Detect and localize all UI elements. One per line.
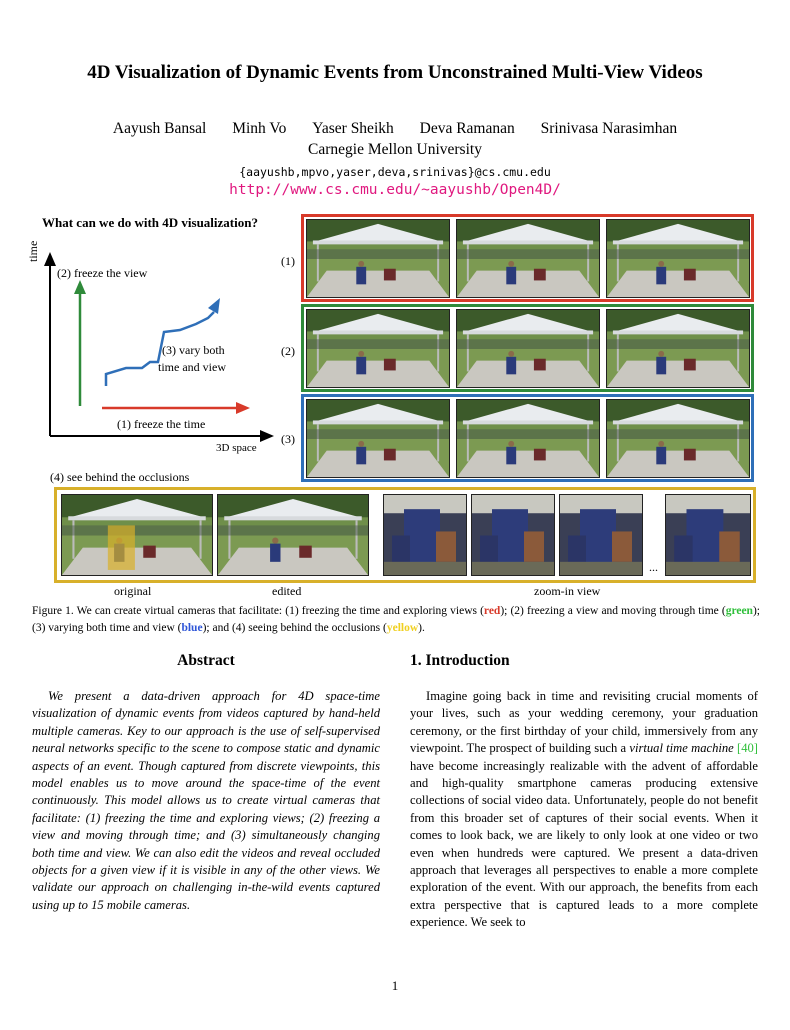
ellipsis: ... bbox=[649, 560, 658, 574]
caption-yellow: yellow bbox=[386, 622, 419, 634]
edited-label: edited bbox=[272, 584, 302, 598]
original-label: original bbox=[114, 584, 152, 598]
abstract-body: We present a data-driven approach for 4D space-time visualization of dynamic events from videos captured by hand-held multiple cameras. Key to our approach is the use of self-supervised neural networks specific to the scene to compose static and dynamic aspects of an event. Though captured from discrete viewpoints, this model enables us to move around the space-time of the event continuously. This model allows us to create virtual cameras that facilitate: (1) freezing the time and exploring views; (2) freezing a view and moving through time; and (3) simultaneously changing both time and view. We can also edit the videos and reveal occluded objects for a given view if it is visible in any of the other views. We validate our approach on challenging in-the-wild events captured using up to 15 mobile cameras. bbox=[32, 689, 380, 912]
author-list bbox=[0, 120, 790, 138]
author: Yaser Sheikh bbox=[312, 120, 394, 137]
freeze-time-row bbox=[301, 214, 754, 302]
zoom-frame bbox=[559, 494, 643, 576]
original-frame bbox=[61, 494, 213, 576]
caption-blue: blue bbox=[181, 622, 203, 634]
author: Aayush Bansal bbox=[112, 120, 207, 137]
teaser-question: What can we do with 4D visualization? bbox=[42, 215, 258, 230]
freeze-time-arrowhead bbox=[236, 402, 250, 414]
virtual-time-machine: virtual time machine bbox=[629, 741, 734, 756]
author: Srinivasa Narasimhan bbox=[540, 120, 678, 137]
video-frame bbox=[606, 309, 750, 388]
freeze-view-row bbox=[301, 304, 754, 392]
zoom-frame bbox=[471, 494, 555, 576]
video-frame bbox=[606, 219, 750, 298]
author: Deva Ramanan bbox=[419, 120, 515, 137]
video-frame bbox=[306, 399, 450, 478]
time-axis-arrowhead bbox=[44, 252, 56, 266]
video-frame bbox=[456, 219, 600, 298]
video-frame bbox=[306, 309, 450, 388]
paper-title: 4D Visualization of Dynamic Events from Unconstrained Multi-View Videos bbox=[87, 62, 703, 83]
time-axis-label: time bbox=[26, 240, 40, 262]
vary-both-arrowhead bbox=[208, 298, 220, 314]
video-frame bbox=[306, 219, 450, 298]
freeze-view-label: (2) freeze the view bbox=[57, 266, 148, 280]
caption-red: red bbox=[483, 605, 501, 617]
page-number: 1 bbox=[391, 978, 399, 993]
abstract-heading: Abstract bbox=[177, 652, 235, 669]
zoom-frame bbox=[383, 494, 467, 576]
vary-both-label-line1: (3) vary both bbox=[162, 343, 225, 357]
edited-frame bbox=[217, 494, 369, 576]
video-frame bbox=[456, 309, 600, 388]
author-emails: {aayushb,mpvo,yaser,deva,srinivas}@cs.cmu.edu bbox=[239, 165, 551, 179]
intro-body: Imagine going back in time and revisiting crucial moments of your lives, such as your wedding ceremony, your graduation ceremony, or the first birthday of your child, immersively from any viewpoint. The prospect of building such a virtual time machine [40] have become increasingly realizable with the advent of affordable and high-quality smartphone cameras producing extensive collections of social video data. Unfortunately, people do not benefit from this broader set of captures of their social events. When it comes to look back, we are likely to only look at one video or two even when hundreds were captured. We present a data-driven approach that leverages all perspectives to enable a more complete exploration of the event. With our approach, the benefits from each extra perspective that is captured leads to a more complete experience. We seek to bbox=[410, 689, 758, 930]
occlusion-label: (4) see behind the occlusions bbox=[50, 470, 190, 484]
intro-heading: 1. Introduction bbox=[410, 652, 510, 669]
row-label: (3) bbox=[281, 432, 295, 446]
space-axis-arrowhead bbox=[260, 430, 274, 442]
author: Minh Vo bbox=[232, 120, 287, 137]
figure-caption: Figure 1. We can create virtual cameras that facilitate: (1) freezing the time and exploring views (red); (2) freezing a view and moving through time (green); (3) varying both time and view (blue); and (4) seeing behind the occlusions (yellow). bbox=[32, 605, 760, 634]
row-label: (2) bbox=[281, 344, 295, 358]
video-frame bbox=[606, 399, 750, 478]
vary-both-row bbox=[301, 394, 754, 482]
vary-both-label-line2: time and view bbox=[158, 360, 226, 374]
video-frame bbox=[456, 399, 600, 478]
row-label: (1) bbox=[281, 254, 295, 268]
space-axis-label: 3D space bbox=[216, 442, 257, 454]
citation-link[interactable]: [40] bbox=[737, 741, 758, 756]
project-url[interactable]: http://www.cs.cmu.edu/~aayushb/Open4D/ bbox=[229, 182, 561, 198]
freeze-time-label: (1) freeze the time bbox=[117, 417, 206, 431]
zoom-label: zoom-in view bbox=[534, 584, 601, 598]
caption-green: green bbox=[725, 605, 753, 617]
occlusion-row bbox=[54, 487, 756, 583]
affiliation: Carnegie Mellon University bbox=[308, 141, 482, 158]
freeze-view-arrowhead bbox=[74, 280, 86, 294]
zoom-frame bbox=[665, 494, 751, 576]
